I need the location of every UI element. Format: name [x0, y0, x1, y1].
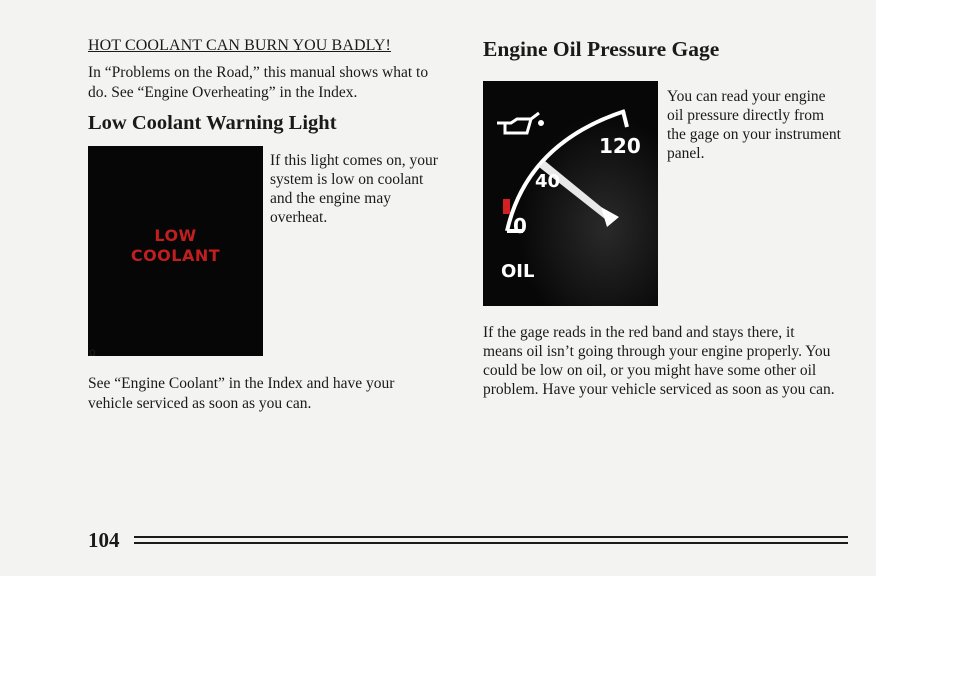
text-line: means oil isn’t going through your engine properly. You [483, 343, 831, 360]
low-coolant-warning-light-image [88, 146, 263, 356]
engine-coolant-paragraph [88, 374, 394, 414]
text-line: In “Problems on the Road,” this manual shows what to [88, 64, 429, 81]
gage-min-label: 0 [513, 214, 527, 238]
text-line: could be low on oil, or you might have some other oil [483, 362, 817, 379]
gage-oil-label: OIL [501, 261, 535, 282]
text-line: do. See “Engine Overheating” in the Index. [88, 84, 358, 101]
text-line: the gage on your instrument [667, 126, 841, 143]
footer-rule-top [134, 536, 848, 538]
text-line: oil pressure directly from [667, 107, 825, 124]
problems-on-road-paragraph [88, 63, 428, 103]
text-line: overheat. [270, 209, 328, 226]
footer-rule-bottom [134, 542, 848, 544]
low-coolant-heading: Low Coolant Warning Light [88, 112, 337, 134]
text-line: panel. [667, 145, 705, 162]
figure-code: Ω [89, 348, 96, 358]
oil-gage-drawing [483, 81, 658, 306]
hot-coolant-warning-heading: HOT COOLANT CAN BURN YOU BADLY! [88, 37, 391, 54]
oil-pressure-gage-image [483, 81, 658, 306]
text-line: and the engine may [270, 190, 391, 207]
red-band-paragraph [483, 323, 835, 399]
coolant-light-description [270, 151, 438, 227]
oil-pressure-gage-heading: Engine Oil Pressure Gage [483, 37, 720, 61]
lamp-label-line: LOW [154, 226, 197, 245]
oil-gage-description [667, 87, 841, 163]
gage-mid-label: 40 [535, 171, 561, 192]
text-line: system is low on coolant [270, 171, 424, 188]
text-line: See “Engine Coolant” in the Index and have your [88, 375, 395, 392]
text-line: If this light comes on, your [270, 152, 438, 169]
text-line: If the gage reads in the red band and stays there, it [483, 324, 795, 341]
gage-max-label: 120 [599, 134, 641, 158]
lamp-label-line: COOLANT [130, 246, 221, 265]
text-line: You can read your engine [667, 88, 826, 105]
page-number: 104 [88, 528, 120, 552]
text-line: vehicle serviced as soon as you can. [88, 395, 312, 412]
gage-red-band [503, 199, 510, 214]
text-line: problem. Have your vehicle serviced as soon as you can. [483, 381, 835, 398]
